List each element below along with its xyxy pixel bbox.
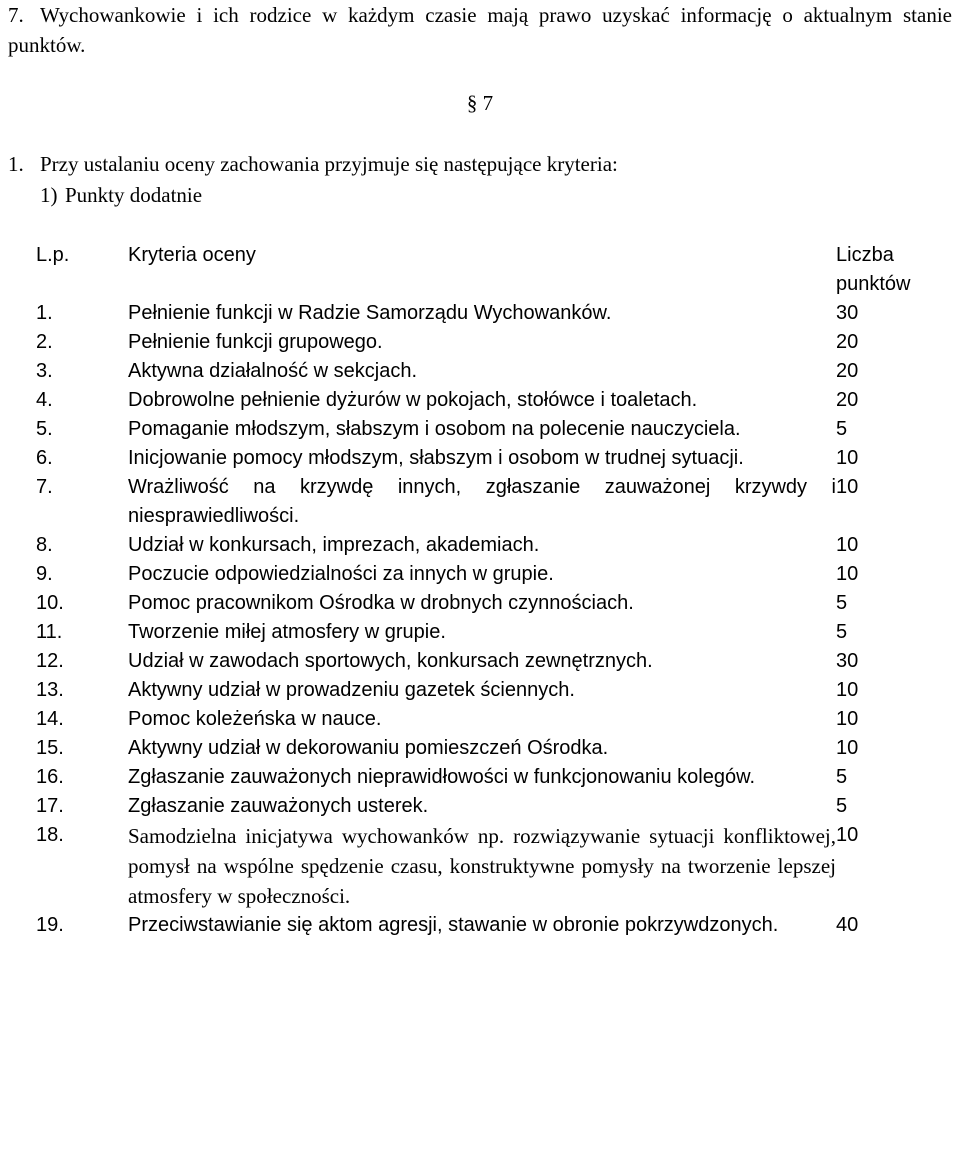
subheading-text: Punkty dodatnie	[65, 183, 203, 207]
table-row	[36, 911, 946, 940]
row-criterion: Udział w konkursach, imprezach, akademiach.	[128, 534, 540, 556]
row-criterion: Wrażliwość na krzywdę innych, zgłaszanie zauważonej krzywdy i niesprawiedliwości.	[128, 476, 836, 527]
row-number: 12.	[36, 650, 64, 672]
table-row	[36, 618, 946, 647]
intro-number: 1.	[8, 152, 24, 176]
row-points: 10	[836, 824, 859, 846]
row-number: 19.	[36, 914, 64, 936]
row-points: 10	[836, 563, 859, 585]
row-criterion: Samodzielna inicjatywa wychowanków np. rozwiązywanie sytuacji konfliktowej, pomysł na wspólne spędzenie czasu, konstruktywne pomysły na tworzenie lepszej atmosfery w społeczności.	[128, 824, 836, 908]
intro-text: Przy ustalaniu oceny zachowania przyjmuje się następujące kryteria:	[40, 152, 618, 176]
row-number: 9.	[36, 563, 53, 585]
section-heading: § 7	[466, 91, 494, 115]
row-criterion: Pełnienie funkcji w Radzie Samorządu Wychowanków.	[128, 302, 612, 324]
table-header-row	[36, 241, 946, 299]
table-row	[36, 676, 946, 705]
table-row	[36, 299, 946, 328]
row-criterion: Zgłaszanie zauważonych usterek.	[128, 795, 429, 817]
row-points: 30	[836, 650, 859, 672]
table-row	[36, 560, 946, 589]
row-points: 10	[836, 447, 859, 469]
header-points: Liczba punktów	[836, 244, 911, 295]
row-number: 11.	[36, 621, 63, 643]
row-number: 6.	[36, 447, 53, 469]
row-number: 13.	[36, 679, 64, 701]
table-row	[36, 705, 946, 734]
row-number: 2.	[36, 331, 53, 353]
row-points: 5	[836, 621, 848, 643]
row-points: 10	[836, 476, 859, 498]
row-criterion: Udział w zawodach sportowych, konkursach zewnętrznych.	[128, 650, 653, 672]
table-row	[36, 473, 946, 531]
row-number: 3.	[36, 360, 53, 382]
row-points: 30	[836, 302, 859, 324]
row-number: 14.	[36, 708, 64, 730]
row-number: 1.	[36, 302, 53, 324]
row-number: 8.	[36, 534, 53, 556]
table-row	[36, 763, 946, 792]
row-points: 10	[836, 708, 859, 730]
row-points: 5	[836, 418, 848, 440]
row-points: 40	[836, 914, 859, 936]
row-points: 10	[836, 534, 859, 556]
item-text: Wychowankowie i ich rodzice w każdym czasie mają prawo uzyskać informację o aktualnym stanie punktów.	[8, 3, 952, 57]
table-row	[36, 734, 946, 763]
row-number: 17.	[36, 795, 64, 817]
table-row	[36, 647, 946, 676]
row-criterion: Pomoc pracownikom Ośrodka w drobnych czynnościach.	[128, 592, 634, 614]
row-criterion: Pełnienie funkcji grupowego.	[128, 331, 383, 353]
row-number: 7.	[36, 476, 53, 498]
row-criterion: Tworzenie miłej atmosfery w grupie.	[128, 621, 446, 643]
row-criterion: Aktywna działalność w sekcjach.	[128, 360, 418, 382]
row-criterion: Zgłaszanie zauważonych nieprawidłowości w funkcjonowaniu kolegów.	[128, 766, 756, 788]
row-criterion: Poczucie odpowiedzialności za innych w grupie.	[128, 563, 554, 585]
row-points: 20	[836, 389, 859, 411]
row-criterion: Aktywny udział w dekorowaniu pomieszczeń Ośrodka.	[128, 737, 609, 759]
table-row	[36, 821, 946, 911]
subheading-number: 1)	[40, 183, 58, 207]
row-points: 20	[836, 331, 859, 353]
table-row	[36, 444, 946, 473]
paragraph-item-7	[8, 0, 952, 60]
row-criterion: Pomoc koleżeńska w nauce.	[128, 708, 382, 730]
criteria-intro	[8, 149, 618, 179]
item-number: 7.	[8, 3, 24, 27]
table-row	[36, 357, 946, 386]
row-number: 15.	[36, 737, 64, 759]
header-lp: L.p.	[36, 244, 70, 266]
row-number: 18.	[36, 824, 64, 846]
table-row	[36, 589, 946, 618]
row-criterion: Inicjowanie pomocy młodszym, słabszym i osobom w trudnej sytuacji.	[128, 447, 744, 469]
row-number: 5.	[36, 418, 53, 440]
row-number: 4.	[36, 389, 53, 411]
header-criteria: Kryteria oceny	[128, 244, 256, 266]
criteria-table	[36, 241, 946, 940]
table-row	[36, 328, 946, 357]
table-row	[36, 415, 946, 444]
row-points: 5	[836, 592, 848, 614]
row-points: 20	[836, 360, 859, 382]
row-criterion: Dobrowolne pełnienie dyżurów w pokojach, stołówce i toaletach.	[128, 389, 698, 411]
row-points: 5	[836, 795, 848, 817]
subheading	[40, 180, 202, 210]
table-row	[36, 792, 946, 821]
row-points: 10	[836, 679, 859, 701]
row-criterion: Pomaganie młodszym, słabszym i osobom na polecenie nauczyciela.	[128, 418, 741, 440]
table-row	[36, 531, 946, 560]
row-points: 5	[836, 766, 848, 788]
row-criterion: Aktywny udział w prowadzeniu gazetek ściennych.	[128, 679, 575, 701]
row-criterion: Przeciwstawianie się aktom agresji, stawanie w obronie pokrzywdzonych.	[128, 914, 779, 936]
table-row	[36, 386, 946, 415]
row-points: 10	[836, 737, 859, 759]
row-number: 16.	[36, 766, 64, 788]
row-number: 10.	[36, 592, 64, 614]
